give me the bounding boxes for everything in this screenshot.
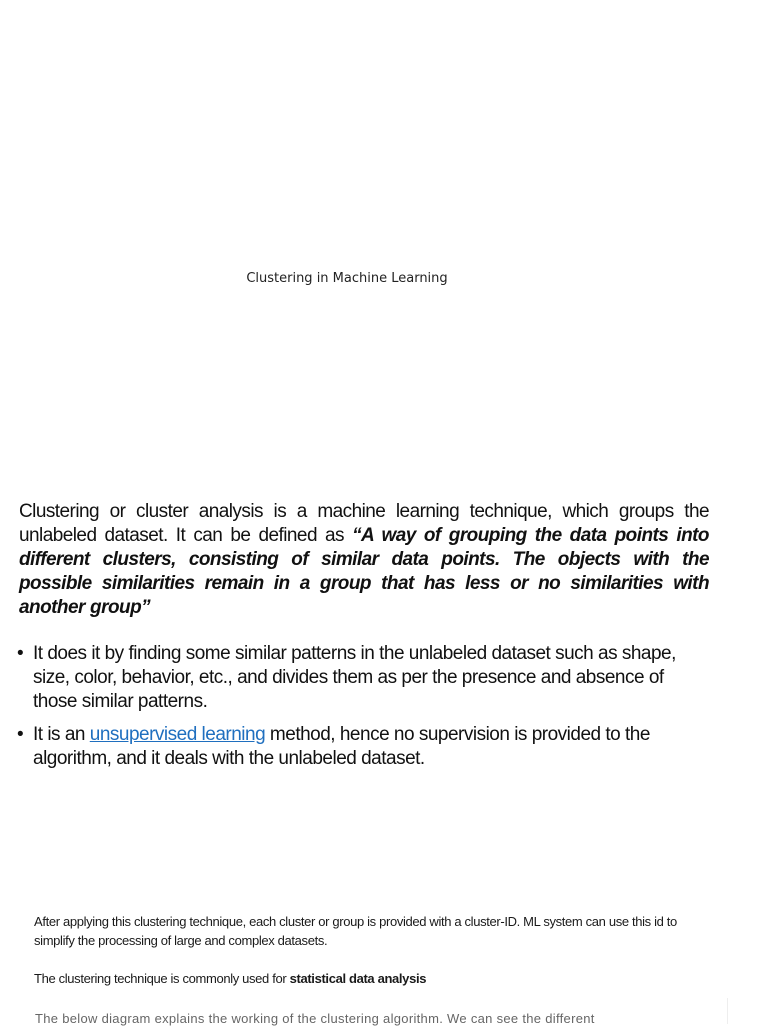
list-item — [17, 723, 709, 771]
intro-definition-quote: “A way of grouping the data points into different clusters, consisting of similar data points. The objects with the possible similarities remain in a group that has less or no similarities with another group” — [19, 525, 709, 618]
bullet-text: It does it by finding some similar patterns in the unlabeled dataset such as shape, size, color, behavior, etc., and divides them as per the presence and absence of those similar patterns. — [33, 643, 676, 712]
image-edge-divider — [727, 998, 728, 1024]
intro-paragraph — [19, 500, 709, 620]
bullet-text: method, hence no supervision is provided to the algorithm, and it deals with the unlabeled dataset. — [33, 724, 650, 769]
bullet-icon: • — [17, 724, 24, 745]
unsupervised-learning-link[interactable]: unsupervised learning — [89, 724, 266, 745]
bullet-list — [17, 642, 709, 780]
usage-bold-text: statistical data analysis — [289, 971, 427, 986]
diagram-intro-text: The below diagram explains the working of the clustering algorithm. We can see the different — [35, 1011, 595, 1026]
usage-text: The clustering technique is commonly used for — [34, 971, 290, 986]
usage-paragraph — [34, 969, 714, 988]
embedded-text-image — [34, 912, 714, 1007]
list-item — [17, 642, 709, 714]
intro-text: Clustering or cluster analysis is a machine learning technique, which groups the unlabeled dataset. It can be defined as — [19, 501, 709, 546]
bullet-icon: • — [17, 643, 24, 664]
cluster-id-paragraph: After applying this clustering technique, each cluster or group is provided with a cluster-ID. ML system can use this id to simplify the processing of large and complex datasets. — [34, 914, 677, 948]
document-title: Clustering in Machine Learning — [246, 271, 448, 286]
bullet-text: It is an — [33, 724, 90, 745]
